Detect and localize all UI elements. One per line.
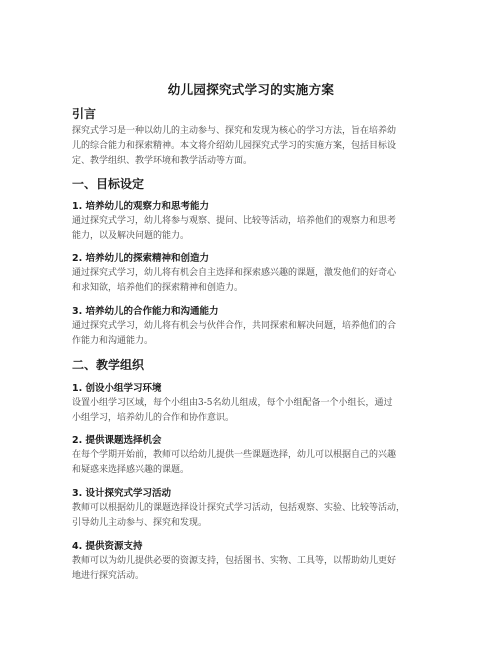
paragraph-line: 和求知欲，培养他们的探索精神和创造力。 [72, 283, 244, 293]
paragraph-line: 教师可以为幼儿提供必要的资源支持，包括图书、实物、工具等，以帮助幼儿更好 [72, 556, 397, 566]
paragraph-line: 小组学习，培养幼儿的合作和协作意识。 [72, 413, 235, 423]
paragraph-line: 通过探究式学习，幼儿将有机会自主选择和探索感兴趣的课题，激发他们的好奇心 [72, 268, 397, 278]
intro-line: 儿的综合能力和探索精神。本文将介绍幼儿园探究式学习的实施方案，包括目标设 [72, 141, 397, 151]
subsection-paragraph [72, 319, 434, 349]
subsection-heading: 1. 培养幼儿的观察力和思考能力 [72, 201, 210, 212]
paragraph-line: 通过探究式学习，幼儿将有机会与伙伴合作，共同探索和解决问题，培养他们的合 [72, 321, 397, 331]
intro-line: 探究式学习是一种以幼儿的主动参与、探究和发现为核心的学习方法，旨在培养幼 [72, 126, 397, 136]
paragraph-line: 引导幼儿主动参与、探究和发现。 [72, 518, 208, 528]
subsection-paragraph [72, 501, 434, 531]
subsection-paragraph [72, 448, 434, 478]
subsection-paragraph [72, 554, 434, 584]
paragraph-line: 设置小组学习区域，每个小组由3-5名幼儿组成，每个小组配备一个小组长，通过 [72, 398, 393, 408]
section-heading-organization: 二、教学组织 [72, 358, 145, 372]
intro-line: 定、教学组织、教学环境和教学活动等方面。 [72, 156, 253, 166]
paragraph-line: 和疑惑来选择感兴趣的课题。 [72, 465, 190, 475]
paragraph-line: 能力，以及解决问题的能力。 [72, 231, 190, 241]
subsection-heading: 2. 提供课题选择机会 [72, 435, 162, 446]
subsection-paragraph [72, 214, 434, 244]
subsection-heading: 3. 培养幼儿的合作能力和沟通能力 [72, 306, 219, 317]
intro-heading: 引言 [72, 107, 97, 121]
subsection-paragraph [72, 266, 434, 296]
subsection-heading: 1. 创设小组学习环境 [72, 383, 162, 394]
paragraph-line: 在每个学期开始前，教师可以给幼儿提供一些课题选择，幼儿可以根据自己的兴趣 [72, 450, 397, 460]
intro-paragraph [72, 124, 434, 169]
subsection-heading: 3. 设计探究式学习活动 [72, 488, 172, 499]
paragraph-line: 地进行探究活动。 [72, 571, 145, 581]
document-title: 幼儿园探究式学习的实施方案 [167, 82, 335, 97]
paragraph-line: 作能力和沟通能力。 [72, 336, 154, 346]
paragraph-line: 通过探究式学习，幼儿将参与观察、提问、比较等活动，培养他们的观察力和思考 [72, 216, 397, 226]
section-heading-goals: 一、目标设定 [72, 177, 145, 191]
paragraph-line: 教师可以根据幼儿的课题选择设计探究式学习活动，包括观察、实验、比较等活动， [72, 503, 406, 513]
subsection-paragraph [72, 396, 434, 426]
subsection-heading: 2. 培养幼儿的探索精神和创造力 [72, 253, 210, 264]
subsection-heading: 4. 提供资源支持 [72, 541, 143, 552]
